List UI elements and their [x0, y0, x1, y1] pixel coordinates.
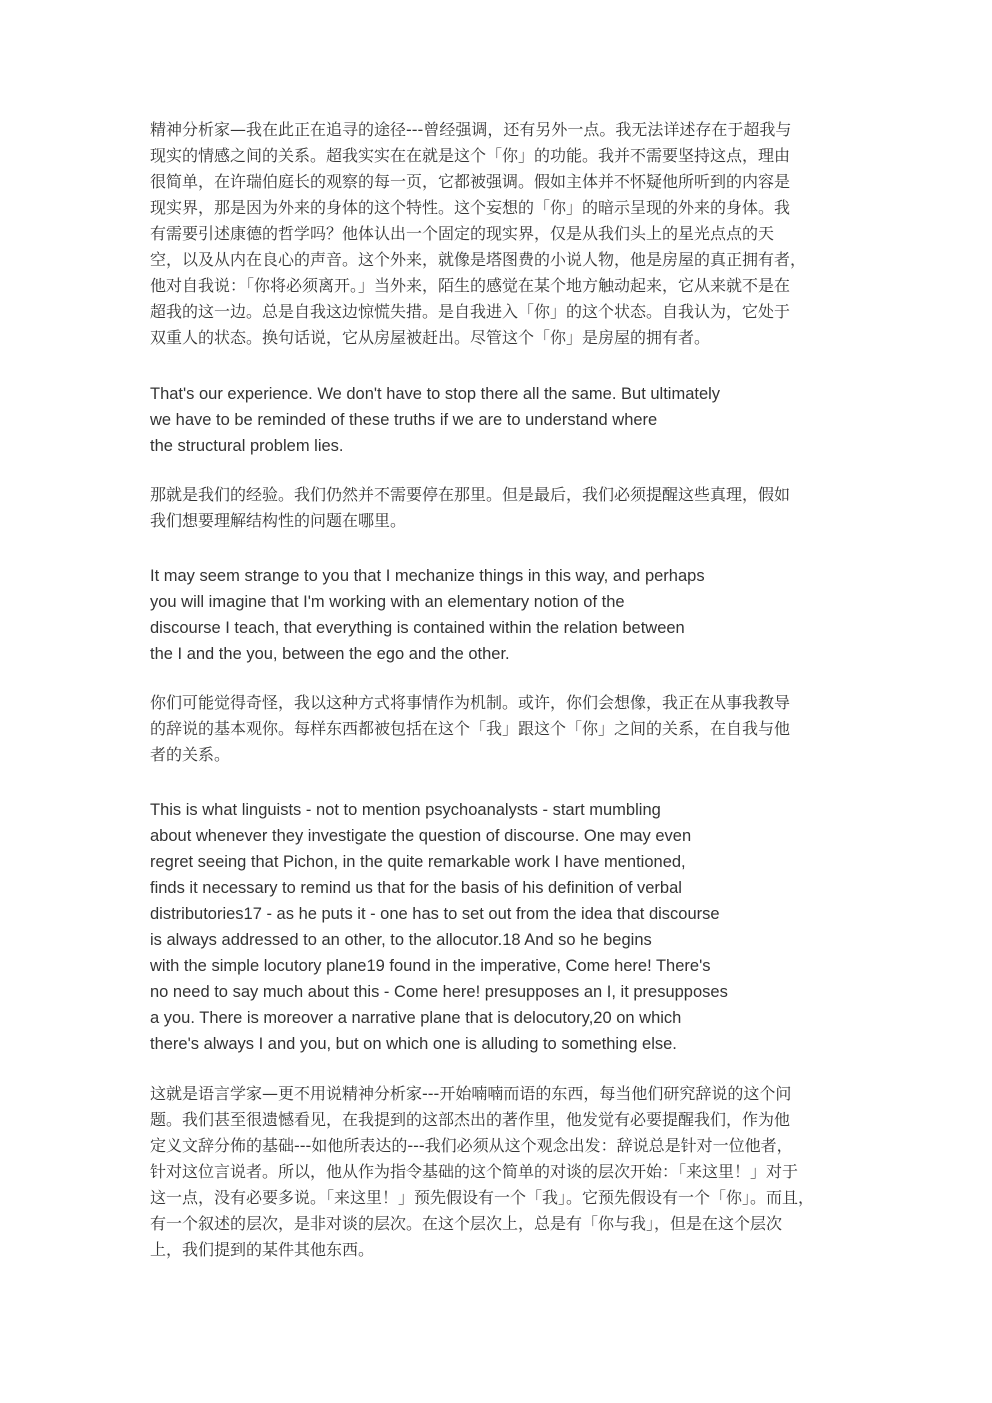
text-line: no need to say much about this - Come here! presupposes an I, it presupposes: [150, 983, 728, 1001]
text-line: That's our experience. We don't have to stop there all the same. But ultimately: [150, 385, 721, 403]
text-line: there's always I and you, but on which one is alluding to something else.: [150, 1035, 677, 1053]
text-line: the structural problem lies.: [150, 437, 344, 455]
paragraph-zh-experience: [150, 482, 844, 534]
text-line: the I and the you, between the ego and the other.: [150, 645, 510, 663]
text-line: 很简单，在许瑞伯庭长的观察的每一页，它都被强调。假如主体并不怀疑他所听到的内容是: [150, 172, 791, 191]
text-line: 的辞说的基本观你。每样东西都被包括在这个「我」跟这个「你」之间的关系，在自我与他: [150, 719, 791, 738]
text-line: about whenever they investigate the question of discourse. One may even: [150, 827, 692, 845]
text-line: is always addressed to an other, to the allocutor.18 And so he begins: [150, 931, 652, 949]
text-line: 有需要引述康德的哲学吗？他体认出一个固定的现实界，仅是从我们头上的星光点点的天: [150, 224, 775, 243]
text-line: 现实界，那是因为外来的身体的这个特性。这个妄想的「你」的暗示呈现的外来的身体。我: [150, 198, 791, 217]
text-line: 这一点，没有必要多说。「来这里！」预先假设有一个「我」。它预先假设有一个「你」。而且，: [150, 1188, 815, 1207]
text-line: 针对这位言说者。所以，他从作为指令基础的这个简单的对谈的层次开始：「来这里！」对于: [150, 1162, 799, 1181]
text-line: with the simple locutory plane19 found in the imperative, Come here! There's: [150, 957, 711, 975]
text-line: 定义文辞分佈的基础---如他所表达的---我们必须从这个观念出发：辞说总是针对一位他者，: [150, 1136, 793, 1155]
text-line: distributories17 - as he puts it - one has to set out from the idea that discourse: [150, 905, 720, 923]
text-line: 超我的这一边。总是自我这边惊慌失措。是自我进入「你」的这个状态。自我认为，它处于: [150, 302, 791, 321]
text-line: regret seeing that Pichon, in the quite remarkable work I have mentioned,: [150, 853, 686, 871]
text-line: you will imagine that I'm working with an elementary notion of the: [150, 593, 625, 611]
text-line: 有一个叙述的层次，是非对谈的层次。在这个层次上，总是有「你与我」，但是在这个层次: [150, 1214, 783, 1233]
text-line: 你们可能觉得奇怪，我以这种方式将事情作为机制。或许，你们会想像，我正在从事我教导: [150, 693, 791, 712]
text-line: 现实的情感之间的关系。超我实实在在就是这个「你」的功能。我并不需要坚持这点，理由: [150, 146, 791, 165]
text-line: 上，我们提到的某件其他东西。: [150, 1240, 375, 1259]
text-line: 那就是我们的经验。我们仍然并不需要停在那里。但是最后，我们必须提醒这些真理，假如: [150, 485, 791, 504]
text-line: 双重人的状态。换句话说，它从房屋被赶出。尽管这个「你」是房屋的拥有者。: [150, 328, 711, 347]
text-line: 精神分析家—我在此正在追寻的途径---曾经强调，还有另外一点。我无法详述存在于超我与: [150, 120, 792, 139]
text-line: 我们想要理解结构性的问题在哪里。: [150, 511, 407, 530]
text-line: 空，以及从内在良心的声音。这个外来，就像是塔图费的小说人物，他是房屋的真正拥有者，: [150, 250, 807, 269]
paragraph-en-linguists: [150, 797, 790, 1057]
text-line: 题。我们甚至很遗憾看见，在我提到的这部杰出的著作里，他发觉有必要提醒我们，作为他: [150, 1110, 791, 1129]
text-line: we have to be reminded of these truths if we are to understand where: [150, 411, 658, 429]
text-line: 这就是语言学家—更不用说精神分析家---开始喃喃而语的东西，每当他们研究辞说的这个问: [150, 1084, 792, 1103]
paragraph-en-experience: [150, 381, 790, 459]
text-line: a you. There is moreover a narrative plane that is delocutory,20 on which: [150, 1009, 682, 1027]
text-line: 者的关系。: [150, 745, 231, 764]
text-line: discourse I teach, that everything is contained within the relation between: [150, 619, 685, 637]
text-line: It may seem strange to you that I mechanize things in this way, and perhaps: [150, 567, 705, 585]
paragraph-zh-linguists: [150, 1081, 844, 1263]
paragraph-en-mechanize: [150, 563, 790, 667]
text-line: 他对自我说：「你将必须离开。」当外来，陌生的感觉在某个地方触动起来，它从来就不是在: [150, 276, 791, 295]
paragraph-zh-superego: [150, 117, 844, 351]
text-line: This is what linguists - not to mention psychoanalysts - start mumbling: [150, 801, 661, 819]
text-line: finds it necessary to remind us that for the basis of his definition of verbal: [150, 879, 682, 897]
paragraph-zh-mechanize: [150, 690, 844, 768]
